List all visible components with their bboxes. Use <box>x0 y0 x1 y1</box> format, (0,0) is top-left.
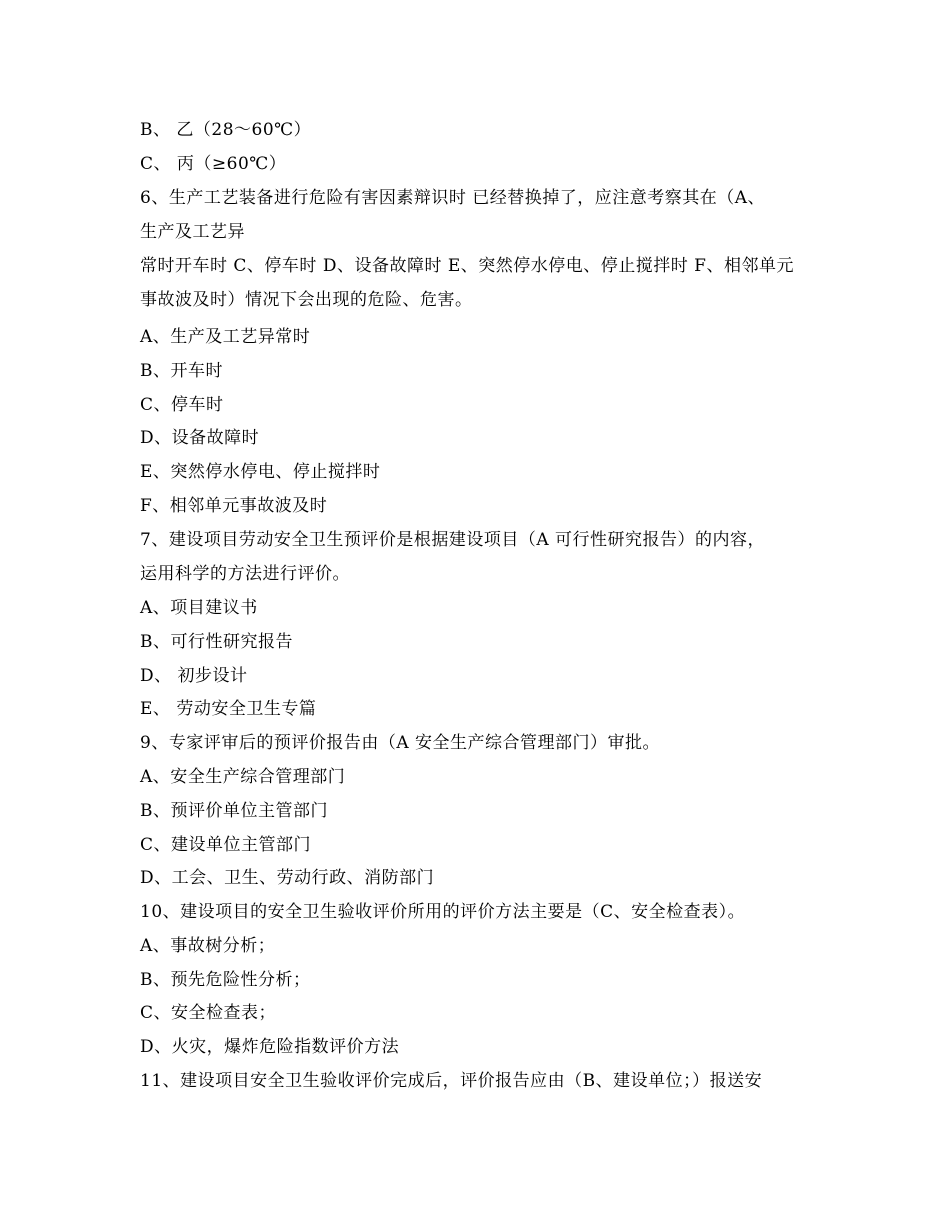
text-line: A、事故树分析； <box>140 936 276 956</box>
text-line: C、安全检查表； <box>140 1003 277 1023</box>
text-line: D、工会、卫生、劳动行政、消防部门 <box>140 868 435 888</box>
text-line: 11、建设项目安全卫生验收评价完成后，评价报告应由（B、建设单位；）报送安 <box>140 1071 763 1091</box>
text-line: B、 乙（28～60℃） <box>140 120 312 140</box>
text-line: D、火灾，爆炸危险指数评价方法 <box>140 1037 400 1057</box>
text-line: 常时开车时 C、停车时 D、设备故障时 E、突然停水停电、停止搅拌时 F、相邻单元 <box>140 256 794 276</box>
text-line: A、项目建议书 <box>140 598 258 618</box>
text-line: B、可行性研究报告 <box>140 632 293 652</box>
text-line: 生产及工艺异 <box>140 222 245 242</box>
text-line: 7、建设项目劳动安全卫生预评价是根据建设项目（A 可行性研究报告）的内容， <box>140 530 765 550</box>
text-line: C、 丙（≥60℃） <box>140 154 287 174</box>
text-line: B、预先危险性分析； <box>140 970 311 990</box>
text-line: 运用科学的方法进行评价。 <box>140 564 350 584</box>
text-line: E、 劳动安全卫生专篇 <box>140 699 317 719</box>
text-line: A、安全生产综合管理部门 <box>140 767 346 787</box>
text-line: C、建设单位主管部门 <box>140 835 312 855</box>
text-line: 10、建设项目的安全卫生验收评价所用的评价方法主要是（C、安全检查表）。 <box>140 902 746 922</box>
text-line: D、设备故障时 <box>140 428 260 448</box>
text-line: E、突然停水停电、停止搅拌时 <box>140 462 381 482</box>
text-line: 6、生产工艺装备进行危险有害因素辩识时 已经替换掉了，应注意考察其在（A、 <box>140 188 765 208</box>
text-line: B、开车时 <box>140 361 223 381</box>
text-line: F、相邻单元事故波及时 <box>140 496 328 516</box>
text-line: 9、专家评审后的预评价报告由（A 安全生产综合管理部门）审批。 <box>140 733 660 753</box>
text-line: C、停车时 <box>140 395 224 415</box>
text-line: D、 初步设计 <box>140 666 248 686</box>
text-line: A、生产及工艺异常时 <box>140 327 311 347</box>
text-line: B、预评价单位主管部门 <box>140 801 328 821</box>
text-line: 事故波及时）情况下会出现的危险、危害。 <box>140 290 473 310</box>
